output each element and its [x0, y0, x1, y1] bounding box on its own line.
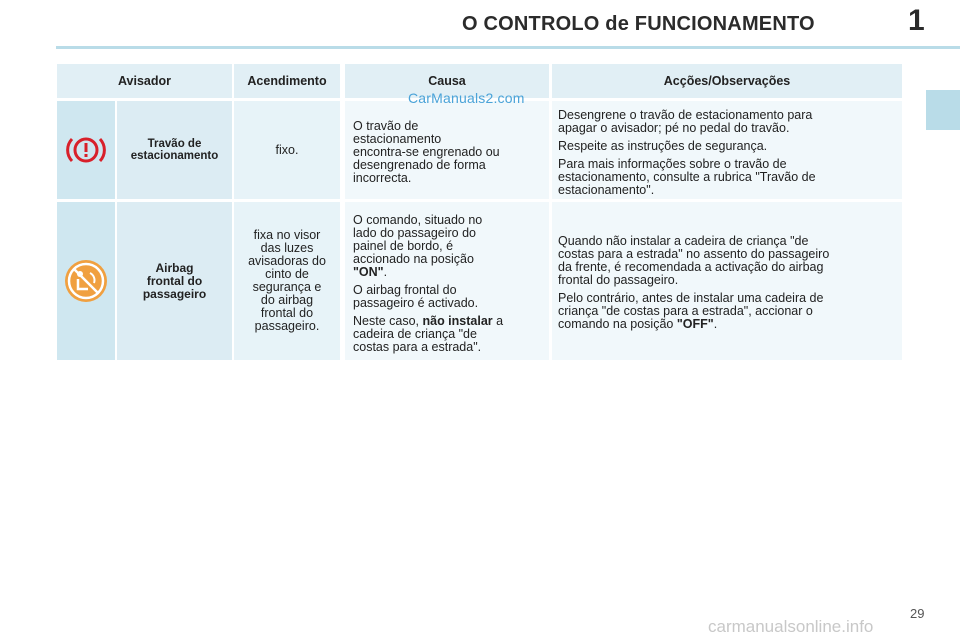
accoes-paragraph: Para mais informações sobre o travão de estacionamento, consulte a rubrica "Travão de estacionamento".	[558, 157, 816, 197]
accoes-paragraph: Pelo contrário, antes de instalar uma cadeira de criança "de costas para a estrada", accionar o comando na posição "OFF".	[558, 291, 824, 331]
chapter-side-tab	[926, 90, 960, 130]
header-divider	[56, 46, 960, 49]
chapter-number: 1	[908, 4, 925, 37]
row-parking-brake-icon-cell	[57, 101, 115, 199]
accoes-paragraph: Respeite as instruções de segurança.	[558, 139, 768, 153]
column-header-avisador: Avisador	[57, 64, 232, 98]
causa-paragraph: O airbag frontal do passageiro é activado.	[353, 283, 479, 310]
causa-paragraph: O comando, situado no lado do passageiro do painel de bordo, é accionado na posição "ON".	[353, 213, 483, 279]
accoes-paragraph: Desengrene o travão de estacionamento para apagar o avisador; pé no pedal do travão.	[558, 108, 813, 135]
passenger-airbag-off-icon	[64, 259, 108, 303]
column-header-accoes: Acções/Observações	[552, 64, 902, 98]
watermark-text: CarManuals2.com	[408, 90, 525, 106]
row-airbag-accoes	[552, 202, 902, 360]
accoes-paragraph: Quando não instalar a cadeira de criança "de costas para a estrada" no assento do passageiro da frente, é recomendada a activação do airbag frontal do passageiro.	[558, 234, 830, 287]
row-airbag-acendimento: fixa no visor das luzes avisadoras do cinto de segurança e do airbag frontal do passageiro.	[234, 202, 340, 360]
row-parking-brake-acendimento: fixo.	[234, 101, 340, 199]
causa-paragraph: Neste caso, não instalar a cadeira de criança "de costas para a estrada".	[353, 314, 504, 354]
row-parking-brake-accoes	[552, 101, 902, 199]
footer-watermark: carmanualsonline.info	[708, 617, 874, 636]
row-parking-brake-causa: O travão de estacionamento encontra-se engrenado ou desengrenado de forma incorrecta.	[345, 101, 549, 199]
row-airbag-icon-cell	[57, 202, 115, 360]
page-title: O CONTROLO de FUNCIONAMENTO	[462, 13, 815, 35]
row-airbag-name: Airbag frontal do passageiro	[117, 202, 232, 360]
column-header-acendimento: Acendimento	[234, 64, 340, 98]
row-airbag-causa	[345, 202, 549, 360]
parking-brake-warning-icon	[66, 133, 106, 167]
column-header-causa: Causa	[345, 64, 549, 98]
row-parking-brake-name: Travão de estacionamento	[117, 101, 232, 199]
page-number: 29	[910, 606, 925, 621]
